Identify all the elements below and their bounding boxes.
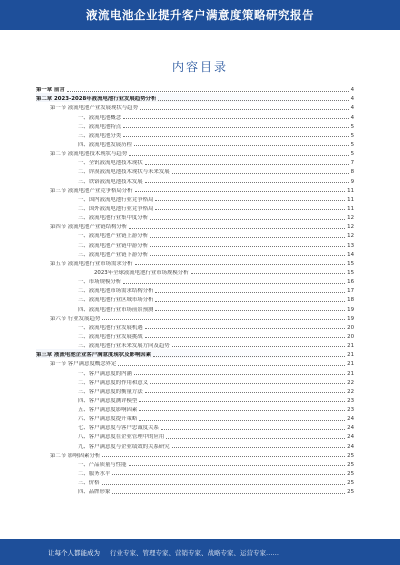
- toc-entry-label: 三、价格: [78, 480, 100, 487]
- toc-entry-page: 25: [347, 471, 354, 478]
- toc-entry-page: 17: [347, 288, 354, 295]
- toc-entry[interactable]: [36, 340, 354, 349]
- toc-leader-dots: [129, 155, 348, 156]
- toc-leader-dots: [145, 164, 349, 165]
- toc-entry[interactable]: [36, 294, 354, 303]
- toc-entry-label: 三、液流电池行业未来发展方向及趋势: [78, 343, 170, 350]
- toc-leader-dots: [191, 273, 346, 274]
- toc-leader-dots: [145, 182, 349, 183]
- toc-entry-label: 第四节 液流电池产业链结构分析: [50, 224, 128, 231]
- toc-entry-label: 六、客户满意度提升策略: [78, 416, 138, 423]
- toc-entry[interactable]: [36, 477, 354, 486]
- toc-entry-label: 二、锌溴液流电池技术现状与未来发展: [78, 169, 170, 176]
- toc-entry[interactable]: [36, 303, 354, 312]
- toc-leader-dots: [150, 237, 345, 238]
- toc-entry-label: 二、客户满意度的作用和意义: [78, 379, 149, 386]
- toc-entry-label: 一、产品质量与性能: [78, 461, 127, 468]
- toc-entry-page: 23: [347, 407, 354, 414]
- toc-entry-page: 5: [350, 123, 354, 130]
- toc-entry-page: 14: [347, 251, 354, 258]
- toc-leader-dots: [112, 474, 345, 475]
- toc-entry-label: 第一章 前言: [36, 87, 65, 94]
- toc-leader-dots: [166, 438, 345, 439]
- toc-entry-page: 13: [347, 242, 354, 249]
- toc-leader-dots: [172, 346, 345, 347]
- toc-entry-label: 四、液流电池行业市场前景预测: [78, 306, 154, 313]
- toc-entry-label: 一、液流电池行业发展机遇: [78, 324, 143, 331]
- toc-entry-page: 15: [347, 269, 354, 276]
- toc-entry[interactable]: [36, 102, 354, 111]
- toc-entry-page: 24: [347, 425, 354, 432]
- toc-entry[interactable]: [36, 166, 354, 175]
- toc-leader-dots: [150, 383, 345, 384]
- toc-entry[interactable]: [36, 157, 354, 166]
- toc-entry-page: 5: [350, 132, 354, 139]
- toc-leader-dots: [158, 100, 348, 101]
- toc-leader-dots: [145, 392, 345, 393]
- toc-entry-label: 三、液流电池分类: [78, 132, 122, 139]
- toc-leader-dots: [155, 292, 345, 293]
- table-of-contents: [36, 84, 354, 495]
- toc-entry-page: 8: [350, 169, 354, 176]
- toc-entry-label: 一、全钒液流电池技术现状: [78, 160, 143, 167]
- toc-entry[interactable]: [36, 349, 354, 358]
- toc-entry-page: 11: [347, 205, 354, 212]
- toc-leader-dots: [140, 109, 349, 110]
- toc-entry-label: 一、市场规模分析: [78, 279, 122, 286]
- toc-entry-page: 4: [350, 96, 354, 103]
- toc-entry-label: 七、客户满意度与客户忠诚度关系: [78, 425, 159, 432]
- toc-entry-label: 二、液流电池特点: [78, 123, 122, 130]
- toc-entry-page: 4: [350, 114, 354, 121]
- header-bar: [0, 0, 400, 30]
- toc-entry-label: 四、客户满意度测评模型: [78, 397, 138, 404]
- toc-entry[interactable]: [36, 377, 354, 386]
- toc-leader-dots: [67, 91, 349, 92]
- toc-leader-dots: [145, 328, 345, 329]
- toc-leader-dots: [155, 200, 345, 201]
- toc-entry-page: 21: [347, 343, 354, 350]
- toc-entry-page: 24: [347, 434, 354, 441]
- toc-leader-dots: [172, 447, 345, 448]
- toc-entry[interactable]: [36, 276, 354, 285]
- toc-entry[interactable]: [36, 139, 354, 148]
- toc-entry[interactable]: [36, 422, 354, 431]
- toc-entry[interactable]: [36, 239, 354, 248]
- toc-entry-label: 八、客户满意度在企业管理中的应用: [78, 434, 165, 441]
- toc-entry-page: 23: [347, 397, 354, 404]
- toc-entry-label: 二、国外液流电池行业竞争格局: [78, 205, 154, 212]
- toc-leader-dots: [102, 456, 345, 457]
- toc-entry[interactable]: [36, 440, 354, 449]
- footer-bar: [0, 539, 400, 565]
- toc-entry[interactable]: [36, 285, 354, 294]
- toc-entry[interactable]: [36, 93, 354, 102]
- toc-leader-dots: [123, 136, 348, 137]
- toc-entry[interactable]: [36, 121, 354, 130]
- toc-leader-dots: [134, 374, 345, 375]
- toc-entry-label: 第二章 2023-2028年液流电池行业发展趋势分析: [36, 96, 157, 103]
- toc-entry[interactable]: [36, 230, 354, 239]
- toc-leader-dots: [139, 420, 345, 421]
- toc-entry-page: 21: [347, 352, 354, 359]
- toc-entry-label: 一、客户满意度的内涵: [78, 370, 132, 377]
- toc-entry[interactable]: [36, 431, 354, 440]
- toc-entry[interactable]: [36, 175, 354, 184]
- toc-entry[interactable]: [36, 130, 354, 139]
- toc-entry[interactable]: [36, 468, 354, 477]
- toc-entry[interactable]: [36, 413, 354, 422]
- toc-entry-page: 20: [347, 324, 354, 331]
- toc-entry-label: 二、服务水平: [78, 471, 111, 478]
- toc-leader-dots: [129, 228, 345, 229]
- toc-entry-page: 21: [347, 361, 354, 368]
- toc-entry[interactable]: [36, 386, 354, 395]
- toc-entry[interactable]: [36, 185, 354, 194]
- toc-entry-page: 18: [347, 297, 354, 304]
- toc-leader-dots: [172, 173, 349, 174]
- toc-entry-label: 二、液流电池市场需求结构分析: [78, 288, 154, 295]
- toc-heading: 内容目录: [171, 60, 228, 74]
- toc-leader-dots: [155, 310, 345, 311]
- toc-leader-dots: [102, 484, 346, 485]
- toc-leader-dots: [161, 429, 345, 430]
- toc-entry-page: 15: [347, 260, 354, 267]
- toc-entry-label: 第一节 客户满意度概念界定: [50, 361, 117, 368]
- toc-entry-label: 四、品牌形象: [78, 489, 111, 496]
- toc-entry-page: 5: [350, 141, 354, 148]
- toc-entry[interactable]: [36, 267, 354, 276]
- toc-entry[interactable]: [36, 367, 354, 376]
- toc-entry[interactable]: [36, 331, 354, 340]
- toc-leader-dots: [123, 118, 348, 119]
- toc-entry-label: 第二节 液流电池技术现状与趋势: [50, 151, 128, 158]
- toc-entry-page: 25: [347, 480, 354, 487]
- toc-leader-dots: [139, 401, 345, 402]
- toc-entry-page: 12: [347, 215, 354, 222]
- toc-entry[interactable]: [36, 313, 354, 322]
- toc-leader-dots: [153, 356, 345, 357]
- toc-entry-label: 三、液流电池行业区域市场分析: [78, 297, 154, 304]
- toc-entry-page: 7: [350, 160, 354, 167]
- toc-entry-label: 四、液流电池发展历程: [78, 141, 132, 148]
- toc-leader-dots: [150, 255, 345, 256]
- toc-entry-page: 4: [350, 87, 354, 94]
- toc-entry-label: 第五节 液流电池行业市场需求分析: [50, 260, 133, 267]
- toc-entry-page: 20: [347, 333, 354, 340]
- toc-entry[interactable]: [36, 358, 354, 367]
- toc-entry-label: 第二节 影响因素分析: [50, 452, 101, 459]
- toc-entry-label: 三、铁铬液流电池技术发展: [78, 178, 143, 185]
- toc-entry[interactable]: [36, 194, 354, 203]
- toc-entry[interactable]: [36, 395, 354, 404]
- toc-entry[interactable]: [36, 450, 354, 459]
- toc-leader-dots: [150, 246, 345, 247]
- toc-leader-dots: [139, 410, 345, 411]
- toc-entry-page: 19: [347, 315, 354, 322]
- toc-entry[interactable]: [36, 111, 354, 120]
- toc-entry-label: 2023年全球液流电池行业市场规模分析: [94, 269, 189, 276]
- toc-leader-dots: [150, 219, 345, 220]
- toc-entry-label: 三、液流电池产业链下游分析: [78, 251, 149, 258]
- toc-entry-label: 一、国内液流电池行业竞争格局: [78, 196, 154, 203]
- toc-leader-dots: [155, 209, 345, 210]
- toc-entry-page: 4: [350, 105, 354, 112]
- toc-leader-dots: [112, 493, 345, 494]
- toc-entry-page: 12: [347, 224, 354, 231]
- toc-entry[interactable]: [36, 322, 354, 331]
- toc-entry-page: 9: [350, 178, 354, 185]
- toc-entry-page: 12: [347, 233, 354, 240]
- toc-leader-dots: [123, 127, 348, 128]
- toc-entry-page: 25: [347, 452, 354, 459]
- toc-entry-page: 11: [347, 187, 354, 194]
- toc-entry[interactable]: [36, 203, 354, 212]
- toc-entry-page: 24: [347, 416, 354, 423]
- toc-entry[interactable]: [36, 84, 354, 93]
- toc-entry-page: 21: [347, 370, 354, 377]
- toc-entry-page: 11: [347, 196, 354, 203]
- toc-entry[interactable]: [36, 404, 354, 413]
- toc-leader-dots: [129, 465, 346, 466]
- toc-entry-label: 一、液流电池概念: [78, 114, 122, 121]
- toc-entry-page: 19: [347, 306, 354, 313]
- toc-leader-dots: [145, 337, 345, 338]
- toc-entry-page: 22: [347, 388, 354, 395]
- toc-leader-dots: [123, 283, 345, 284]
- toc-leader-dots: [135, 191, 346, 192]
- toc-entry-label: 第三节 液流电池产业竞争格局分析: [50, 187, 133, 194]
- toc-entry-label: 二、液流电池产业链中游分析: [78, 242, 149, 249]
- toc-leader-dots: [102, 319, 345, 320]
- toc-entry-label: 第一节 液流电池产业发展现状与趋势: [50, 105, 138, 112]
- report-title: 液流电池企业提升客户满意度策略研究报告: [86, 8, 314, 22]
- footer-keywords: 行业专家、管理专家、营销专家、战略专家、运营专家……: [110, 548, 279, 557]
- toc-entry[interactable]: [36, 249, 354, 258]
- toc-entry-label: 五、客户满意度影响因素: [78, 407, 138, 414]
- toc-entry[interactable]: [36, 148, 354, 157]
- toc-entry[interactable]: [36, 212, 354, 221]
- footer-slogan: 让每个人都能成为: [48, 548, 100, 557]
- toc-leader-dots: [118, 365, 345, 366]
- toc-entry-label: 一、液流电池产业链上游分析: [78, 233, 149, 240]
- toc-entry[interactable]: [36, 486, 354, 495]
- toc-entry-label: 三、客户满意度的衡量方法: [78, 388, 143, 395]
- toc-entry[interactable]: [36, 459, 354, 468]
- toc-entry-page: 16: [347, 279, 354, 286]
- toc-leader-dots: [135, 264, 346, 265]
- toc-entry-page: 22: [347, 379, 354, 386]
- toc-entry-page: 25: [347, 489, 354, 496]
- toc-entry-label: 第六节 行业发展趋势: [50, 315, 101, 322]
- toc-entry[interactable]: [36, 258, 354, 267]
- toc-leader-dots: [155, 301, 345, 302]
- toc-entry-page: 25: [347, 461, 354, 468]
- toc-entry-label: 第三章 液流电池企业客户满意度现状及影响因素: [36, 352, 152, 359]
- toc-entry[interactable]: [36, 221, 354, 230]
- toc-entry-page: 5: [350, 151, 354, 158]
- toc-entry-label: 九、客户满意度与企业绩效的关系研究: [78, 443, 170, 450]
- toc-leader-dots: [134, 145, 349, 146]
- toc-entry-label: 二、液流电池行业发展挑战: [78, 333, 143, 340]
- toc-entry-label: 三、液流电池行业集中度分析: [78, 215, 149, 222]
- toc-entry-page: 24: [347, 443, 354, 450]
